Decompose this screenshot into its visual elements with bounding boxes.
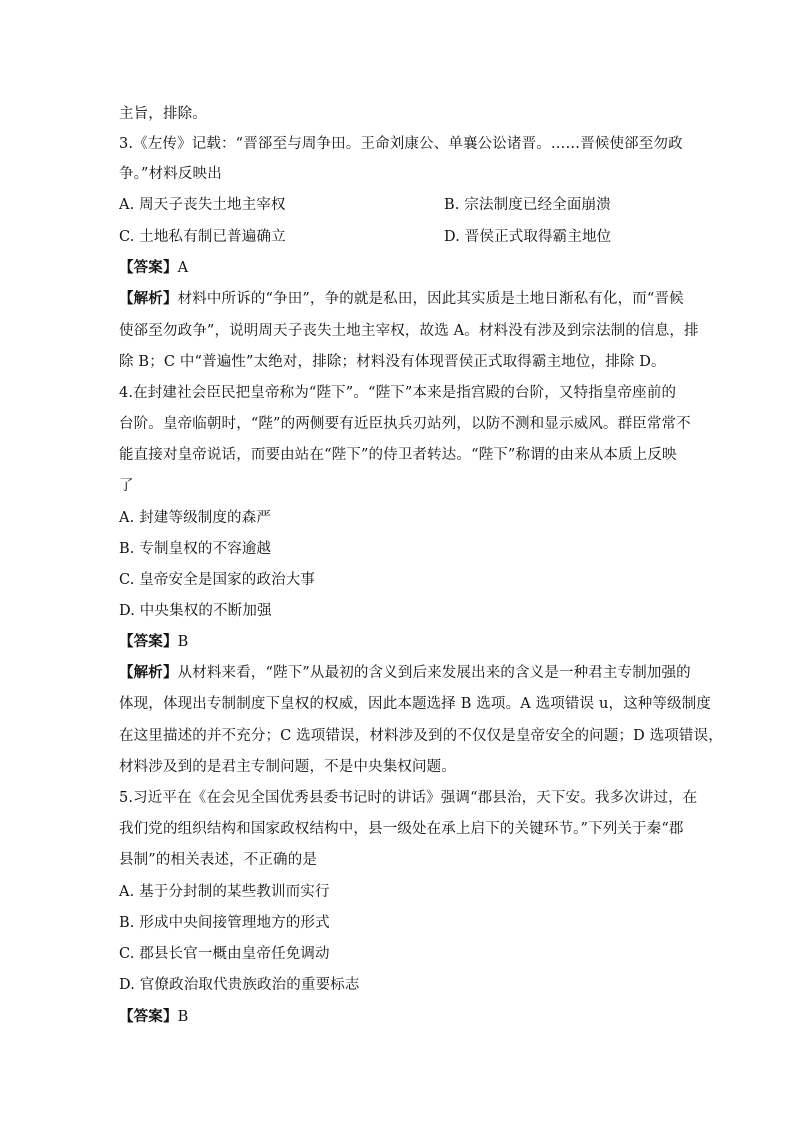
q4-stem-line-4: 了 [119,478,134,494]
q3-answer-tag: 【答案】 [119,259,178,276]
q5-answer-tag: 【答案】 [119,1008,178,1025]
q4-analysis-line-2: 体现，体现出专制制度下皇权的权威，因此本题选择 B 选项。A 选项错误 u，这种等级制度 [119,696,711,712]
q3-analysis-line-1 [119,289,684,309]
q3-analysis-line-2: 使郤至勿政争”，说明周天子丧失土地主宰权，故选 A。材料没有涉及到宗法制的信息，排 [119,323,699,339]
q3-option-b: B. 宗法制度已经全面崩溃 [444,197,611,213]
q5-option-d: D. 官僚政治取代贵族政治的重要标志 [119,977,360,993]
q3-stem-line-1: 3.《左传》记载：“晋郤至与周争田。王命刘康公、单襄公讼诸晋。……晋候使郤至勿政 [119,136,683,152]
q4-analysis-tag: 【解析】 [119,664,178,681]
intro-text: 主旨，排除。 [119,106,207,122]
q4-option-a: A. 封建等级制度的森严 [119,510,271,526]
q3-answer-value: A [177,260,189,276]
q3-option-a: A. 周天子丧失土地主宰权 [119,197,286,213]
q3-analysis-text-1: 材料中所诉的“争田”，争的就是私田，因此其实质是土地日渐私有化，而“晋候 [177,291,684,307]
q4-analysis-text-1: 从材料来看，“陛下”从最初的含义到后来发展出来的含义是一种君主专制加强的 [177,665,691,681]
q5-answer [119,1007,679,1027]
q4-option-c: C. 皇帝安全是国家的政治大事 [119,572,316,588]
q3-analysis-line-3: 除 B；C 中“普遍性”太绝对，排除；材料没有体现晋侯正式取得霸主地位，排除 D。 [119,354,666,370]
q4-analysis-line-1 [119,663,691,683]
q4-answer-tag: 【答案】 [119,633,178,650]
q5-option-a: A. 基于分封制的某些教训而实行 [119,884,330,900]
q4-stem-line-1: 4.在封建社会臣民把皇帝称为“陛下”。“陛下”本来是指宫殿的台阶，又特指皇帝座前的 [119,385,677,401]
q4-answer [119,632,679,652]
q4-answer-value: B [177,634,189,650]
q4-stem-line-2: 台阶。皇帝临朝时，“陛”的两侧要有近臣执兵刃站列，以防不测和显示威风。群臣常常不 [119,416,691,432]
q4-analysis-line-3: 在这里描述的并不充分；C 选项错误，材料涉及到的不仅仅是皇帝安全的问题；D 选项错误， [119,728,723,744]
q3-stem-line-2: 争。”材料反映出 [119,166,222,182]
q5-option-c: C. 郡县长官一概由皇帝任免调动 [119,946,330,962]
q5-stem-line-2: 我们党的组织结构和国家政权结构中，县一级处在承上启下的关键环节。”下列关于秦“郡 [119,821,684,837]
q5-answer-value: B [177,1009,189,1025]
q3-option-d: D. 晋侯正式取得霸主地位 [444,229,612,245]
q5-stem-line-1: 5.习近平在《在会见全国优秀县委书记时的讲话》强调“郡县治，天下安。我多次讲过，在 [119,790,698,806]
q5-stem-line-3: 县制”的相关表述，不正确的是 [119,852,318,868]
q4-option-b: B. 专制皇权的不容逾越 [119,541,272,557]
q3-answer [119,258,679,278]
q3-analysis-tag: 【解析】 [119,290,178,307]
q4-stem-line-3: 能直接对皇帝说话，而要由站在“陛下”的侍卫者转达。“陛下”称谓的由来从本质上反映 [119,447,677,463]
q4-analysis-line-4: 材料涉及到的是君主专制问题，不是中央集权问题。 [119,759,456,775]
q4-option-d: D. 中央集权的不断加强 [119,603,272,619]
q5-option-b: B. 形成中央间接管理地方的形式 [119,915,330,931]
q3-option-c: C. 土地私有制已普遍确立 [119,229,286,245]
